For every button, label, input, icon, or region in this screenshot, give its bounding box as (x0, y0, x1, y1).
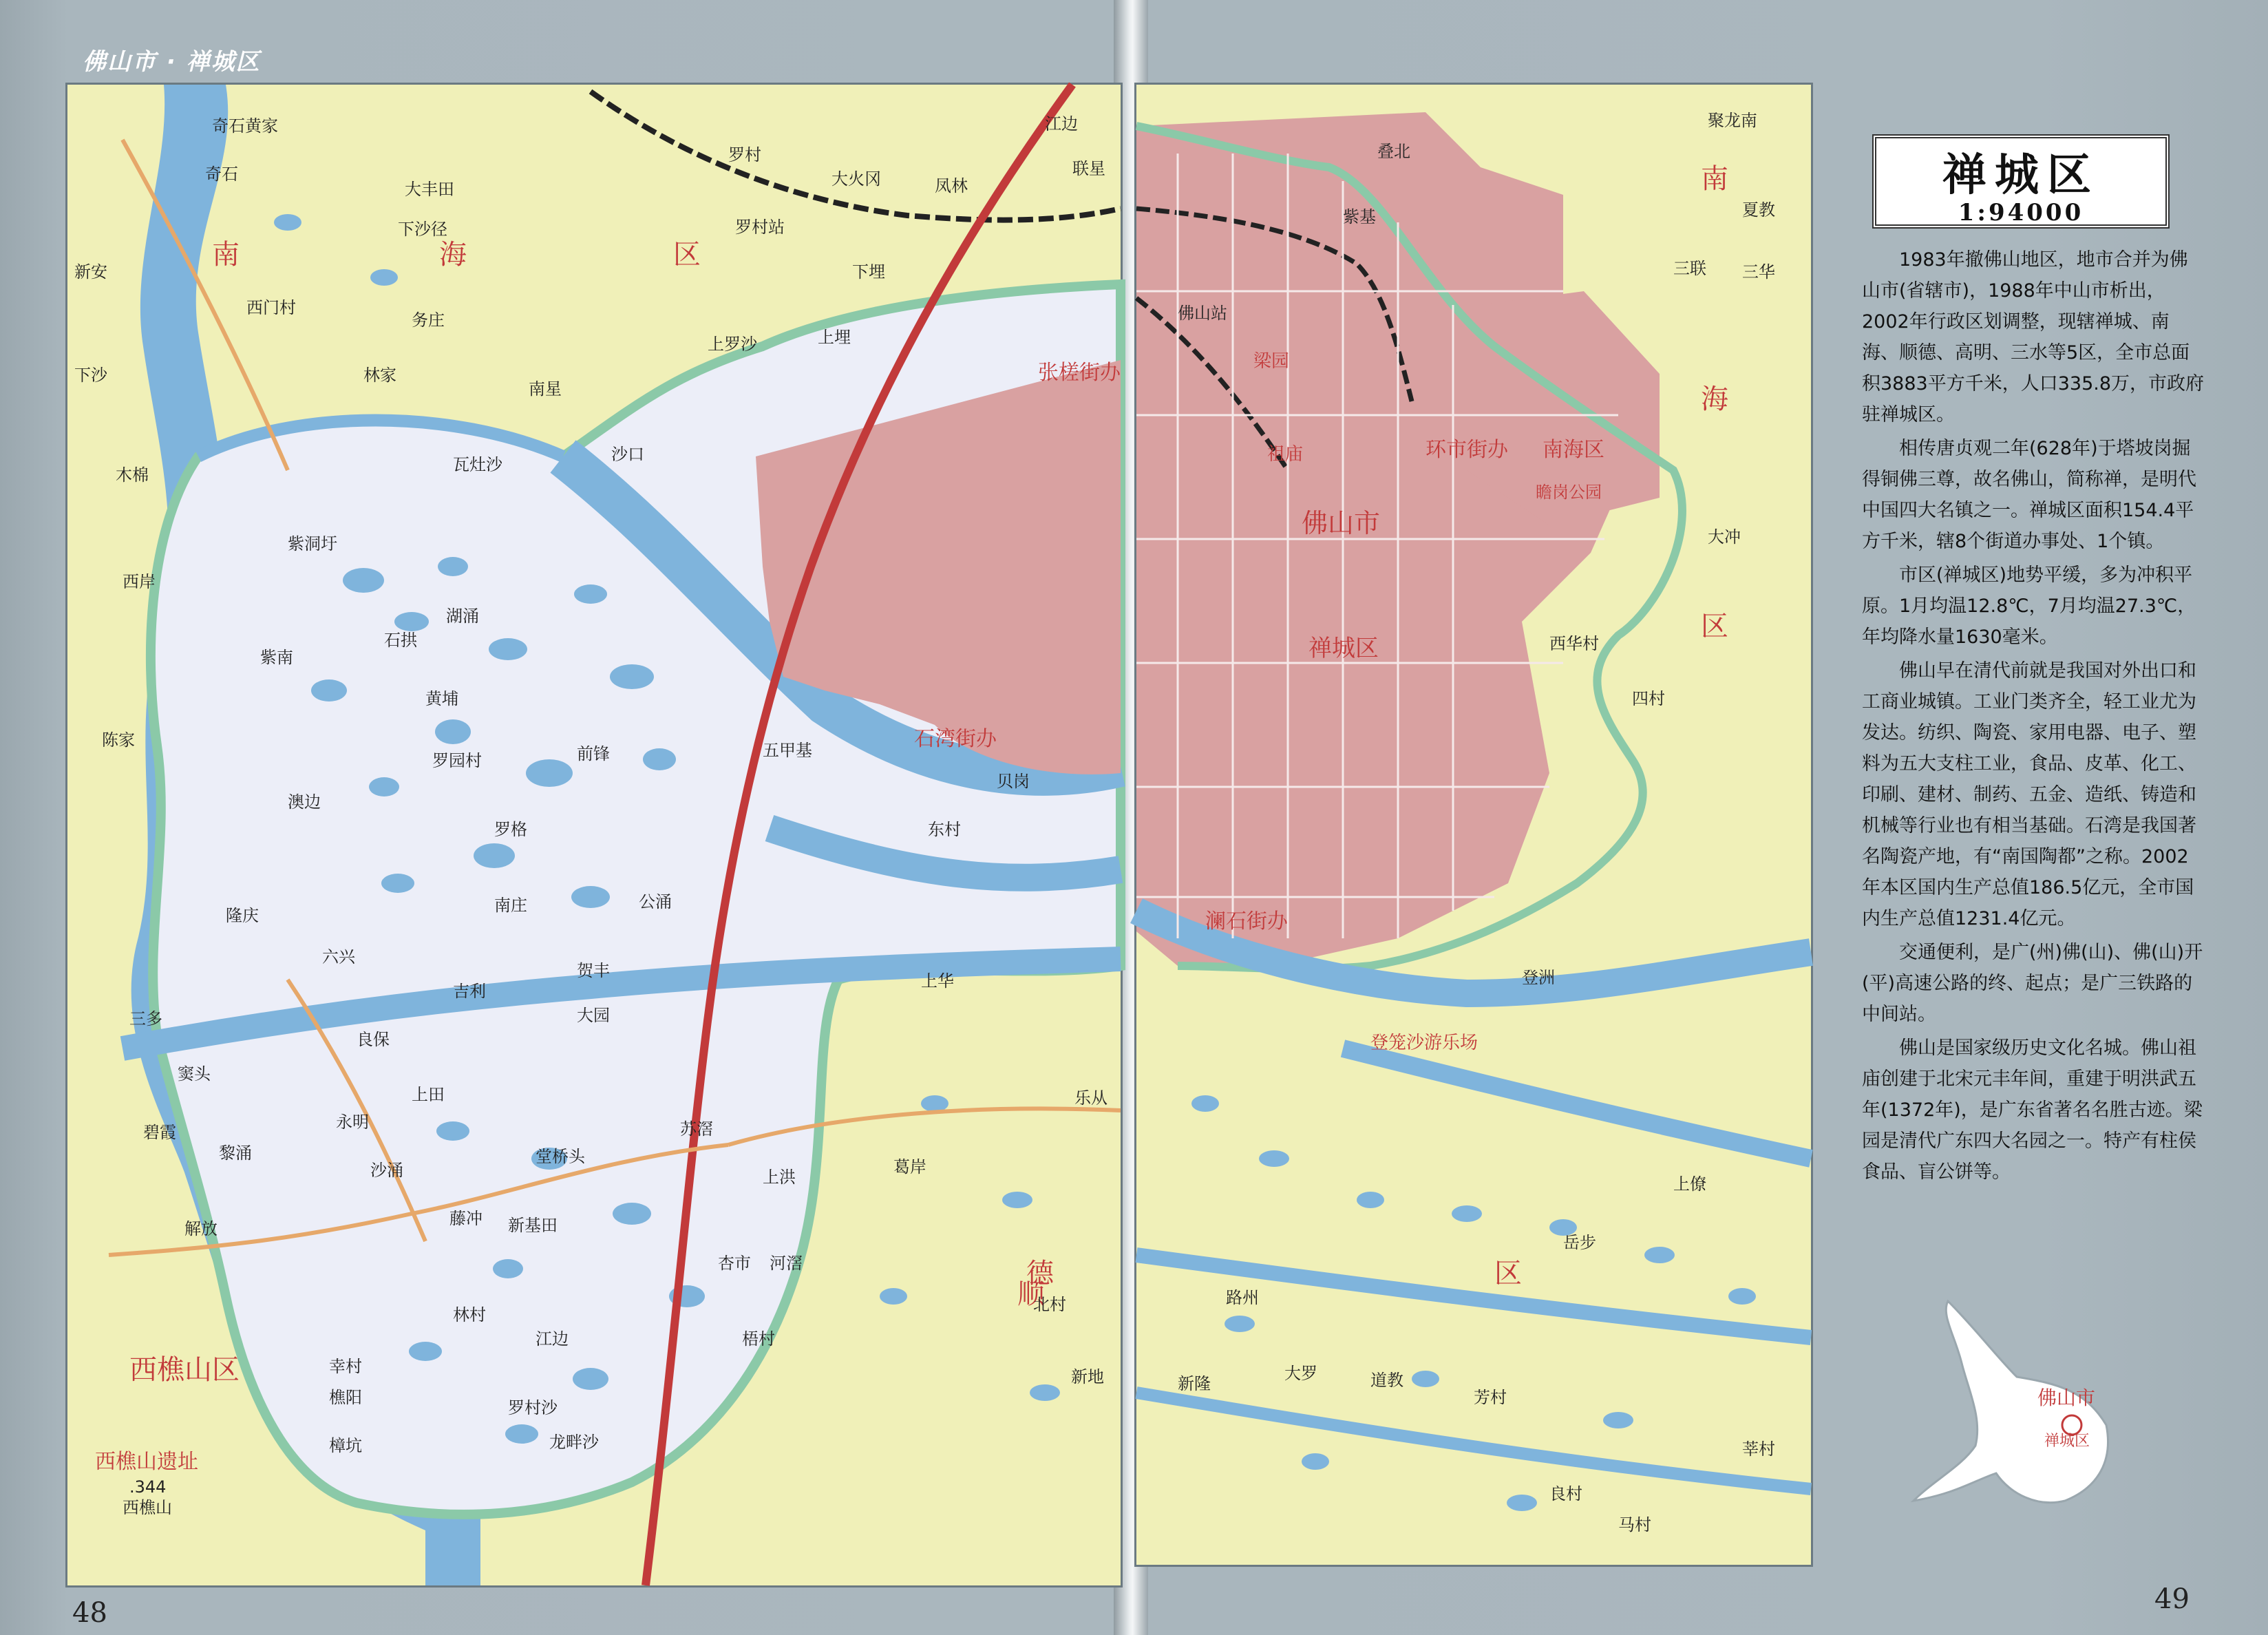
svg-text:大罗: 大罗 (1284, 1364, 1317, 1383)
svg-text:西岸: 西岸 (123, 572, 156, 591)
svg-text:瓦灶沙: 瓦灶沙 (453, 455, 502, 474)
svg-text:东村: 东村 (928, 820, 961, 839)
svg-text:顺: 顺 (1017, 1278, 1045, 1310)
svg-text:登洲: 登洲 (1522, 968, 1555, 987)
map-left-svg (67, 85, 1121, 1585)
svg-text:罗村站: 罗村站 (735, 218, 785, 237)
svg-text:罗村: 罗村 (728, 145, 761, 165)
city-label-chancheng: 禅城区 (1308, 635, 1379, 662)
svg-text:.344: .344 (129, 1477, 167, 1497)
svg-text:樵阳: 樵阳 (329, 1388, 362, 1407)
svg-text:区: 区 (1701, 611, 1728, 642)
svg-text:夏教: 夏教 (1742, 200, 1775, 220)
svg-text:沙涌: 沙涌 (370, 1161, 403, 1180)
page-header: 佛山市 · 禅城区 (83, 48, 261, 76)
svg-text:西门村: 西门村 (246, 298, 296, 317)
svg-text:奇石黄家: 奇石黄家 (212, 116, 278, 136)
svg-text:上洪: 上洪 (763, 1168, 796, 1187)
map-title: 禅城区 (1942, 149, 2099, 201)
svg-text:隆庆: 隆庆 (226, 906, 259, 925)
svg-text:贺丰: 贺丰 (577, 961, 610, 980)
svg-text:新隆: 新隆 (1178, 1374, 1211, 1393)
svg-text:罗村沙: 罗村沙 (508, 1398, 558, 1417)
svg-text:幸村: 幸村 (329, 1357, 362, 1376)
svg-text:永明: 永明 (336, 1112, 369, 1132)
svg-text:乐从: 乐从 (1074, 1088, 1107, 1108)
svg-text:贝岗: 贝岗 (997, 772, 1030, 791)
svg-text:务庄: 务庄 (412, 310, 445, 330)
svg-text:陈家: 陈家 (102, 730, 135, 750)
map-scale: 1:94000 (1958, 199, 2084, 226)
svg-text:路州: 路州 (1226, 1288, 1259, 1307)
svg-text:木棉: 木棉 (116, 465, 149, 485)
svg-text:公涌: 公涌 (639, 892, 672, 911)
svg-text:上华: 上华 (921, 971, 954, 991)
svg-text:芳村: 芳村 (1474, 1388, 1507, 1407)
svg-text:三联: 三联 (1673, 259, 1706, 278)
svg-text:樟坑: 樟坑 (329, 1436, 362, 1455)
svg-text:石湾街办: 石湾街办 (914, 727, 997, 751)
svg-text:梧村: 梧村 (742, 1329, 775, 1349)
svg-text:莘村: 莘村 (1742, 1439, 1775, 1459)
svg-text:马村: 马村 (1618, 1515, 1651, 1534)
description-paragraph: 佛山早在清代前就是我国对外出口和工商业城镇。工业门类齐全，轻工业尤为发达。纺织、陶瓷、家用电器、电子、塑料为五大支柱工业，食品、皮革、化工、印刷、建材、制药、五金、造纸、铸造和机械等行业也有相当基础。石湾是我国著名陶瓷产地，有“南国陶都”之称。2002年本区国内生产总值186.5亿元，全市国内生产总值1231.4亿元。 (1862, 660, 2196, 929)
svg-text:吉利: 吉利 (453, 982, 486, 1001)
svg-text:龙畔沙: 龙畔沙 (549, 1433, 599, 1452)
map-title-box (1872, 134, 2170, 229)
svg-text:大园: 大园 (577, 1006, 610, 1025)
svg-text:葛岸: 葛岸 (893, 1157, 926, 1177)
description-paragraph: 相传唐贞观二年(628年)于塔坡岗掘得铜佛三尊，故名佛山，简称禅，是明代中国四大名镇之一。禅城区面积154.4平方千米，辖8个街道办事处、1个镇。 (1862, 438, 2196, 552)
svg-text:新地: 新地 (1071, 1367, 1104, 1386)
svg-text:紫基: 紫基 (1343, 207, 1376, 226)
svg-text:河滘: 河滘 (770, 1254, 803, 1273)
svg-text:江边: 江边 (536, 1329, 569, 1349)
svg-text:瞻岗公园: 瞻岗公园 (1536, 483, 1602, 502)
svg-text:道教: 道教 (1370, 1371, 1403, 1390)
svg-text:西樵山区: 西樵山区 (129, 1354, 240, 1386)
svg-text:江边: 江边 (1045, 114, 1078, 134)
svg-text:下沙径: 下沙径 (398, 220, 447, 239)
svg-text:良保: 良保 (357, 1030, 390, 1049)
svg-text:新基田: 新基田 (508, 1216, 558, 1235)
svg-text:前锋: 前锋 (577, 744, 610, 763)
svg-text:上罗沙: 上罗沙 (708, 335, 757, 354)
svg-text:六兴: 六兴 (322, 947, 355, 967)
svg-text:祖庙: 祖庙 (1267, 444, 1304, 465)
svg-text:区: 区 (673, 239, 701, 271)
svg-text:聚龙南: 聚龙南 (1708, 111, 1757, 130)
svg-text:澳边: 澳边 (288, 792, 321, 812)
svg-text:罗园村: 罗园村 (432, 751, 482, 770)
svg-text:岳步: 岳步 (1563, 1233, 1596, 1252)
svg-text:下沙: 下沙 (74, 366, 107, 385)
svg-text:沙口: 沙口 (611, 445, 644, 464)
svg-text:三多: 三多 (129, 1009, 162, 1029)
svg-text:澜石街办: 澜石街办 (1205, 909, 1288, 933)
svg-text:上僚: 上僚 (1673, 1174, 1706, 1194)
svg-text:新安: 新安 (74, 262, 107, 282)
svg-text:三华: 三华 (1742, 262, 1775, 282)
svg-text:德: 德 (1026, 1258, 1054, 1289)
svg-text:西华村: 西华村 (1549, 634, 1599, 653)
svg-text:苏滘: 苏滘 (680, 1119, 713, 1139)
svg-text:大丰田: 大丰田 (405, 180, 454, 199)
svg-text:良村: 良村 (1549, 1484, 1582, 1504)
locator-svg (1900, 1287, 2134, 1515)
svg-text:海: 海 (1701, 383, 1728, 415)
svg-text:紫洞圩: 紫洞圩 (288, 534, 337, 553)
svg-text:湖涌: 湖涌 (446, 606, 479, 626)
city-label-nanhai: 南海区 (1543, 438, 1604, 462)
svg-text:叠北: 叠北 (1377, 142, 1410, 161)
svg-text:奇石: 奇石 (205, 165, 238, 184)
svg-text:四村: 四村 (1632, 689, 1665, 708)
svg-text:黄埔: 黄埔 (425, 689, 458, 708)
description-text (1862, 244, 2206, 1190)
description-paragraph: 交通便利，是广(州)佛(山)、佛(山)开(平)高速公路的终、起点；是广三铁路的中间站。 (1862, 942, 2203, 1025)
svg-text:南: 南 (1701, 163, 1728, 195)
svg-text:大冲: 大冲 (1708, 527, 1741, 547)
page-number-right: 49 (2154, 1583, 2190, 1615)
svg-text:佛山站: 佛山站 (1178, 304, 1227, 323)
svg-text:五甲基: 五甲基 (763, 741, 812, 760)
svg-text:紫南: 紫南 (260, 648, 293, 667)
svg-text:杏市: 杏市 (718, 1254, 751, 1273)
page-number-left: 48 (72, 1597, 107, 1629)
description-paragraph: 1983年撤佛山地区，地市合并为佛山市(省辖市)，1988年中山市析出，2002年行政区划调整，现辖禅城、南海、顺德、高明、三水等5区，全市总面积3883平方千米，人口335.8万，市政府驻禅城区。 (1862, 249, 2205, 425)
description-paragraph: 市区(禅城区)地势平缓，多为冲积平原。1月均温12.8℃，7月均温27.3℃，年均降水量1630毫米。 (1862, 565, 2196, 648)
svg-text:罗格: 罗格 (494, 820, 527, 839)
svg-text:藤冲: 藤冲 (449, 1209, 483, 1228)
svg-text:环市街办: 环市街办 (1426, 438, 1508, 462)
svg-text:南星: 南星 (529, 379, 562, 399)
svg-text:解放: 解放 (184, 1219, 218, 1238)
svg-text:联星: 联星 (1072, 159, 1105, 178)
svg-text:凤林: 凤林 (935, 176, 968, 196)
inset-city-label: 佛山市 (2037, 1386, 2096, 1409)
map-left (65, 83, 1123, 1587)
svg-text:南庄: 南庄 (494, 896, 527, 915)
svg-text:下埋: 下埋 (852, 262, 885, 282)
svg-text:林村: 林村 (453, 1305, 486, 1325)
svg-text:大火冈: 大火冈 (831, 169, 881, 189)
svg-text:海: 海 (439, 239, 467, 271)
svg-text:上田: 上田 (412, 1085, 445, 1104)
svg-text:北村: 北村 (1033, 1295, 1066, 1314)
svg-text:登笼沙游乐场: 登笼沙游乐场 (1370, 1033, 1479, 1053)
locator-inset (1900, 1287, 2134, 1515)
svg-text:黎涌: 黎涌 (219, 1143, 252, 1163)
svg-text:窦头: 窦头 (178, 1064, 211, 1084)
city-label-foshan: 佛山市 (1302, 508, 1381, 538)
svg-text:西樵山: 西樵山 (123, 1498, 172, 1517)
svg-text:林家: 林家 (363, 366, 396, 385)
svg-text:石拱: 石拱 (384, 631, 417, 650)
landmark-label: 西樵山遗址 (95, 1450, 198, 1474)
inset-district-label: 禅城区 (2044, 1433, 2090, 1450)
svg-text:区: 区 (1494, 1258, 1522, 1289)
svg-text:上埋: 上埋 (818, 328, 851, 347)
district-label: 南 (212, 239, 240, 271)
svg-text:碧霞: 碧霞 (143, 1123, 176, 1142)
svg-text:梁园: 梁园 (1253, 351, 1290, 372)
svg-text:堂桥头: 堂桥头 (536, 1147, 585, 1166)
street-label: 张槎街办 (1038, 361, 1121, 385)
description-paragraph: 佛山是国家级历史文化名城。佛山祖庙创建于北宋元丰年间，重建于明洪武五年(1372年)，是广东省著名名胜古迹。梁园是清代广东四大名园之一。特产有柱侯食品、盲公饼等。 (1862, 1037, 2203, 1183)
